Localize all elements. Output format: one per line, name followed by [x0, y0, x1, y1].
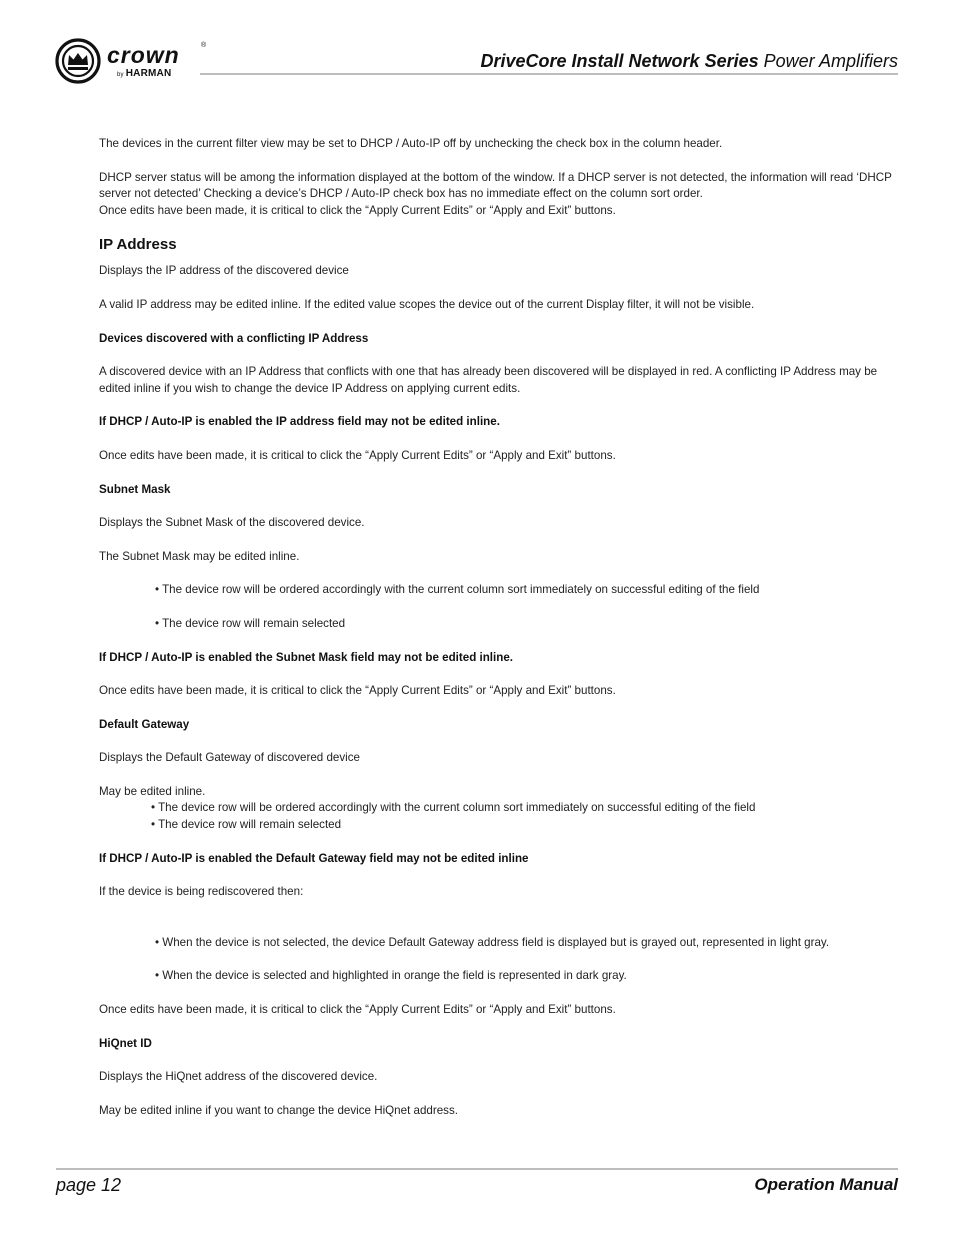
crown-logo	[55, 38, 215, 84]
header-title	[481, 51, 899, 72]
dhcp-note-gateway: If DHCP / Auto-IP is enabled the Default Gateway field may not be edited inline	[99, 851, 529, 865]
paragraph: A valid IP address may be edited inline. If the edited value scopes the device out of the current Display filter, it will not be visible.	[99, 297, 755, 311]
logo-by: by	[117, 72, 124, 78]
paragraph: May be edited inline.	[99, 784, 206, 798]
subheading-hiqnet-id: HiQnet ID	[99, 1036, 152, 1050]
dhcp-note-ip: If DHCP / Auto-IP is enabled the IP address field may not be edited inline.	[99, 415, 500, 429]
list-item: • When the device is not selected, the device Default Gateway address field is displayed but is grayed out, represented in light gray.	[155, 935, 830, 949]
dhcp-note-subnet: If DHCP / Auto-IP is enabled the Subnet Mask field may not be edited inline.	[99, 650, 514, 664]
paragraph: The Subnet Mask may be edited inline.	[99, 549, 300, 563]
header-title-bold: DriveCore Install Network Series	[480, 51, 759, 71]
paragraph: Once edits have been made, it is critical to click the “Apply Current Edits” or “Apply and Exit” buttons.	[99, 448, 616, 462]
paragraph: DHCP server status will be among the information displayed at the bottom of the window. If a DHCP server is not detected, the information will read ‘DHCP server not detected’ Checking a device’s DHCP / Auto-IP check box has no immediate effect on the column sort order.	[99, 170, 892, 201]
page-number: page 12	[56, 1175, 122, 1195]
crown-emblem-icon	[55, 38, 103, 84]
paragraph: Once edits have been made, it is critical to click the “Apply Current Edits” or “Apply and Exit” buttons.	[99, 203, 616, 217]
subheading-default-gateway: Default Gateway	[99, 717, 190, 731]
paragraph: Displays the HiQnet address of the discovered device.	[99, 1070, 378, 1084]
logo-registered-mark: ®	[201, 42, 207, 49]
list-item: • The device row will be ordered accordingly with the current column sort immediately on successful editing of the field	[155, 583, 760, 597]
logo-byline	[117, 68, 171, 79]
paragraph: A discovered device with an IP Address that conflicts with one that has already been discovered will be displayed in red. A conflicting IP Address may be edited inline if you wish to change the device IP Address on applying current edits.	[99, 365, 878, 395]
subheading-conflicting-ip: Devices discovered with a conflicting IP Address	[99, 331, 369, 345]
header-divider	[200, 73, 898, 75]
page-content	[99, 136, 899, 1119]
list-item: • The device row will remain selected	[151, 818, 342, 832]
footer-divider	[56, 1168, 898, 1170]
footer-manual-title: Operation Manual	[754, 1175, 898, 1194]
page-header	[0, 0, 954, 100]
section-heading-ip-address: IP Address	[99, 236, 177, 254]
logo-brand: HARMAN	[125, 68, 172, 79]
paragraph: Once edits have been made, it is critical to click the “Apply Current Edits” or “Apply and Exit” buttons.	[99, 1003, 616, 1017]
subheading-subnet-mask: Subnet Mask	[99, 482, 171, 496]
paragraph: Displays the Default Gateway of discovered device	[99, 751, 360, 765]
list-item: • When the device is selected and highlighted in orange the field is represented in dark gray.	[155, 969, 627, 983]
paragraph: Displays the IP address of the discovered device	[99, 264, 349, 278]
paragraph: Once edits have been made, it is critical to click the “Apply Current Edits” or “Apply and Exit” buttons.	[99, 684, 616, 698]
paragraph: May be edited inline if you want to change the device HiQnet address.	[99, 1103, 458, 1117]
list-item: • The device row will be ordered accordingly with the current column sort immediately on successful editing of the field	[151, 801, 756, 815]
paragraph: The devices in the current filter view may be set to DHCP / Auto-IP off by unchecking the check box in the column header.	[99, 137, 723, 150]
list-item: • The device row will remain selected	[155, 616, 346, 630]
paragraph: If the device is being rediscovered then:	[99, 885, 304, 899]
paragraph: Displays the Subnet Mask of the discovered device.	[99, 516, 365, 530]
logo-wordmark: crown	[107, 42, 180, 68]
header-title-rest: Power Amplifiers	[758, 51, 898, 71]
